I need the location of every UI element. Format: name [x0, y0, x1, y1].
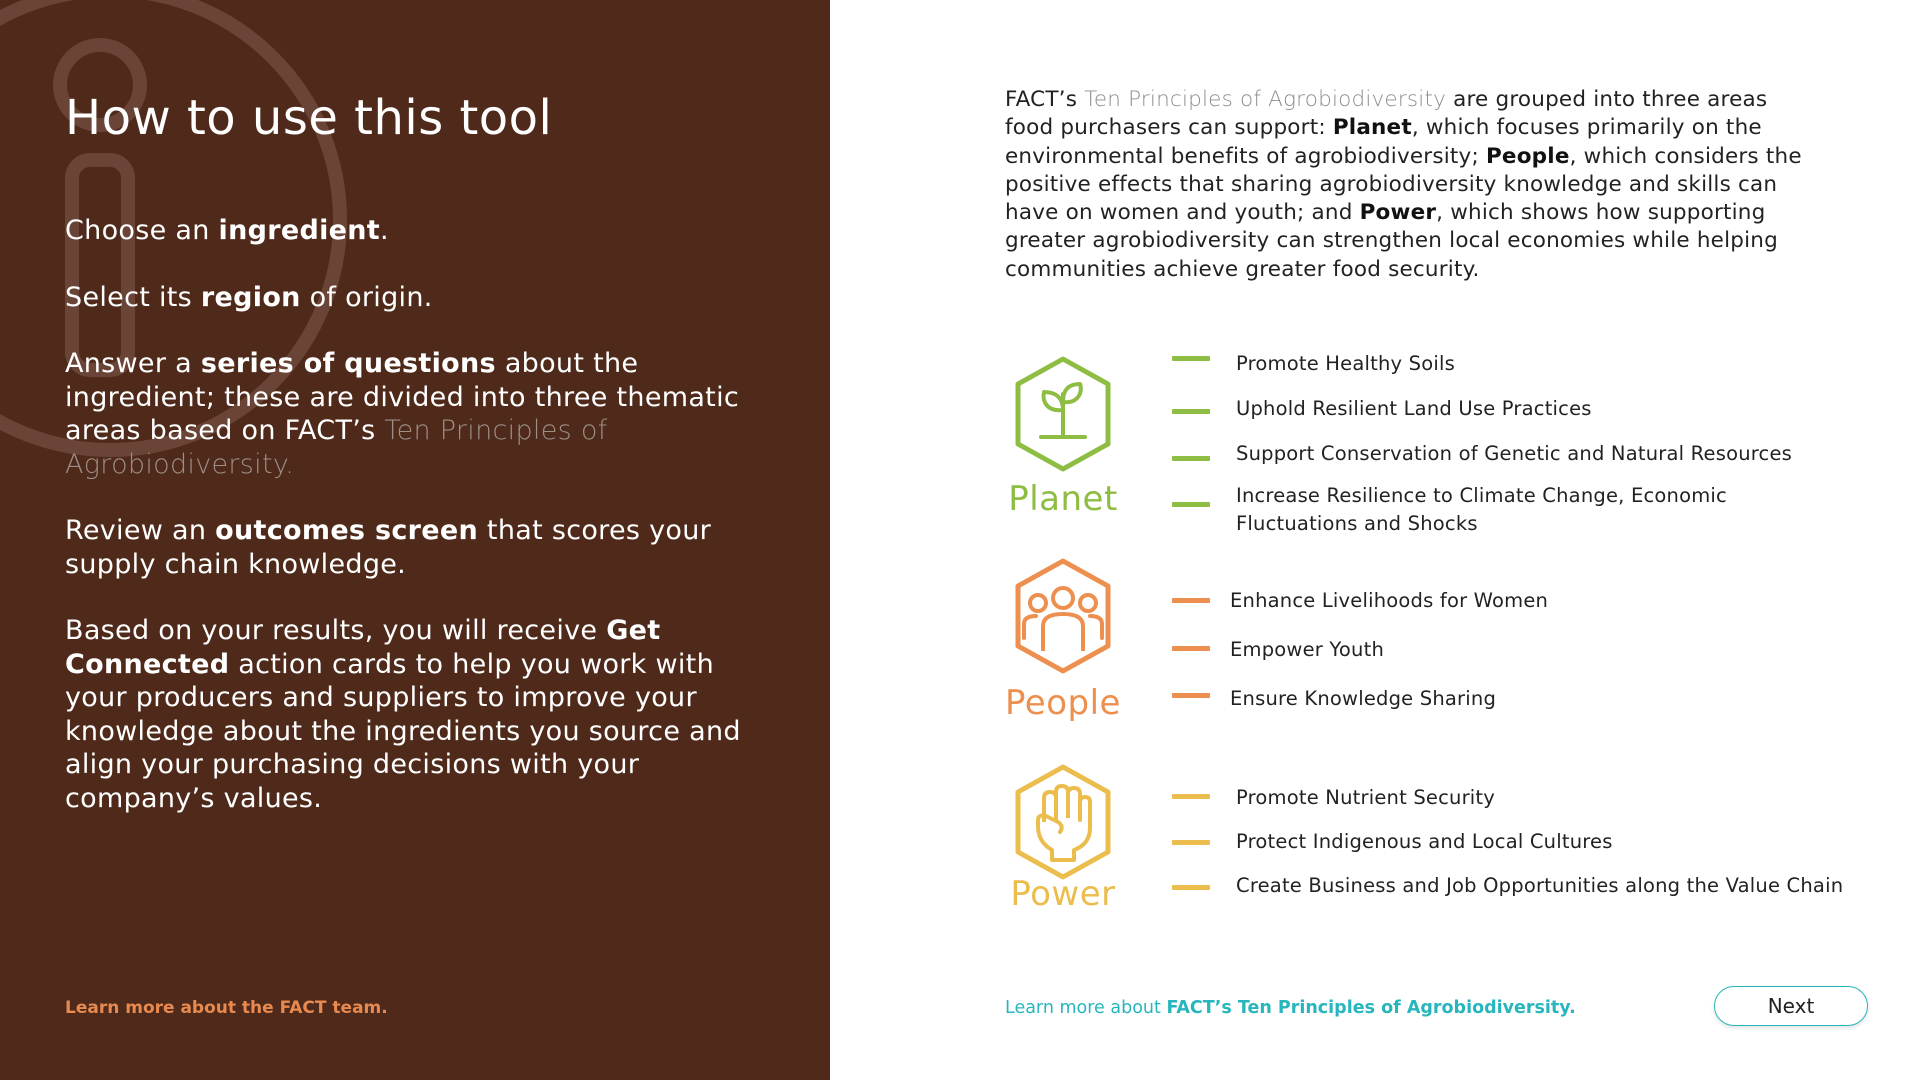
- principle-item: Support Conservation of Genetic and Natural Resources: [1236, 442, 1793, 465]
- principle-item: Create Business and Job Opportunities along the Value Chain: [1236, 874, 1844, 897]
- principle-item: Protect Indigenous and Local Cultures: [1236, 830, 1613, 853]
- principles-learn-more-link[interactable]: Learn more about FACT’s Ten Principles of Agrobiodiversity.: [1005, 998, 1576, 1018]
- step-review-outcomes: Review an outcomes screen that scores your supply chain knowledge.: [65, 515, 712, 580]
- area-label-people: People: [1005, 683, 1121, 723]
- step-choose-ingredient: Choose an ingredient.: [65, 215, 389, 246]
- principle-dash: [1172, 409, 1210, 414]
- steps-list: [65, 214, 765, 848]
- principle-dash: [1172, 646, 1210, 651]
- principle-dash: [1172, 598, 1210, 603]
- intro-principles-link[interactable]: Ten Principles of Agrobiodiversity: [1084, 87, 1447, 112]
- right-panel: [830, 0, 1920, 1080]
- principle-item: Enhance Livelihoods for Women: [1230, 589, 1549, 612]
- principle-dash: [1172, 885, 1210, 890]
- principle-item: Ensure Knowledge Sharing: [1230, 687, 1497, 710]
- principle-item: Promote Healthy Soils: [1236, 352, 1455, 375]
- principle-item: Promote Nutrient Security: [1236, 786, 1496, 809]
- page-title: How to use this tool: [65, 90, 553, 146]
- principle-dash: [1172, 356, 1210, 361]
- step-answer-questions: Answer a series of questions about the ingredient; these are divided into three thematic areas based on FACT’s Ten Principles of Agrobiodiversity.: [65, 348, 740, 480]
- plant-icon: [1008, 354, 1118, 474]
- principle-dash: [1172, 693, 1210, 698]
- principle-item: Uphold Resilient Land Use Practices: [1236, 397, 1592, 420]
- principle-item: Increase Resilience to Climate Change, Economic Fluctuations and Shocks: [1236, 484, 1727, 535]
- principle-dash: [1172, 840, 1210, 845]
- principle-dash: [1172, 794, 1210, 799]
- intro-paragraph: FACT’s Ten Principles of Agrobiodiversity are grouped into three areas food purchasers can support: Planet, which focuses primarily on the environmental benefits of agrobiodiversity; People, which considers the positive effects that sharing agrobiodiversity knowledge and skills can have on women and youth; and Power, which shows how supporting greater agrobiodiversity can strengthen local economies while helping communities achieve greater food security.: [1005, 87, 1802, 282]
- principle-dash: [1172, 456, 1210, 461]
- principle-item: Empower Youth: [1230, 638, 1385, 661]
- next-button[interactable]: Next: [1714, 986, 1868, 1026]
- step-get-connected: Based on your results, you will receive Get Connected action cards to help you work with your producers and suppliers to improve your knowledge about the ingredients you source and align your purchasing decisions with your company’s values.: [65, 615, 741, 814]
- area-label-planet: Planet: [1008, 479, 1118, 519]
- people-icon: [1008, 556, 1118, 676]
- fact-team-link[interactable]: Learn more about the FACT team.: [65, 998, 388, 1018]
- fist-icon: [1008, 762, 1118, 882]
- step-select-region: Select its region of origin.: [65, 281, 433, 313]
- principle-dash: [1172, 502, 1210, 507]
- area-label-power: Power: [1010, 874, 1116, 914]
- ten-principles-link[interactable]: Ten Principles of Agrobiodiversity.: [65, 415, 608, 480]
- left-panel: [0, 0, 830, 1080]
